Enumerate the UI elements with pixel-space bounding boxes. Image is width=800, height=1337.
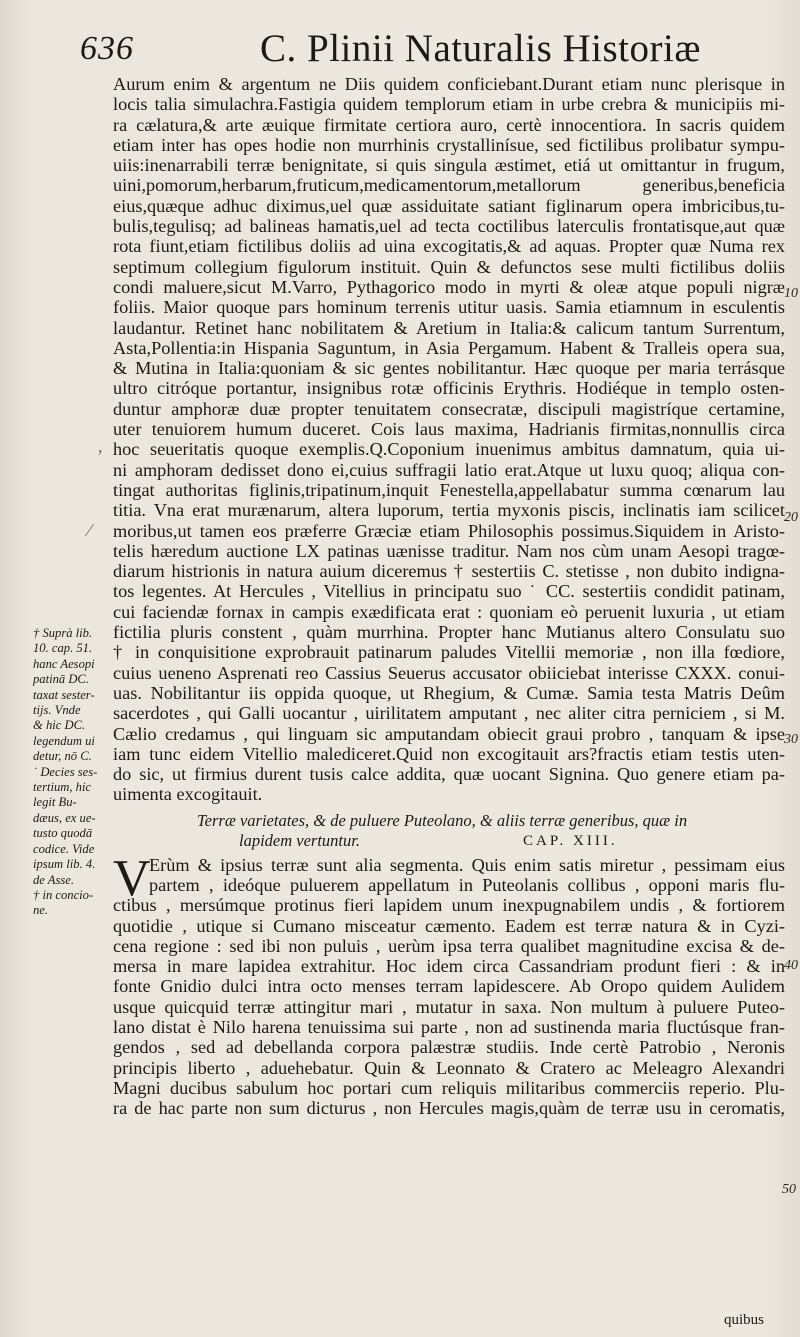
marginal-note-line: 10. cap. 51. bbox=[33, 641, 93, 656]
text-line: usque quicquid terræ attingitur mari , mutatur in saxa. Non multum à puluere Puteo- bbox=[113, 996, 785, 1017]
marginal-note-line: legendum ui bbox=[33, 733, 95, 748]
drop-capital: V bbox=[113, 849, 151, 907]
text-line: cui faciendæ fornax in campis exædificata erat : quoniam eò peruenit luxuria , ut etiam bbox=[113, 601, 785, 622]
section-paragraph bbox=[113, 895, 785, 1118]
marginal-note-line: ne. bbox=[33, 903, 49, 918]
marginal-note-line: dæus, ex ue- bbox=[33, 810, 96, 825]
text-line: Magni ducibus sabulum hoc portari cum reliquis militaribus commerciis reperio. Plu- bbox=[113, 1077, 785, 1098]
text-line: rota fiunt,etiam fictilibus doliis ad uina excogitatis,& ad aquas. Propter quæ Numa rex bbox=[113, 236, 785, 257]
text-line: bulis,tegulisq; ad balineas hamatis,uel ad tecta coctilibus laterculis frontatisque,aut quæ bbox=[113, 216, 785, 237]
marginal-note-line: tijs. Vnde bbox=[33, 703, 81, 718]
marginal-note-line: codice. Vide bbox=[33, 841, 95, 856]
text-line: Asta,Pollentia:in Hispania Saguntum, in Asia Pergamum. Habent & Tralleis opera sua, bbox=[113, 337, 785, 358]
text-line: uimenta excogitauit. bbox=[113, 784, 263, 805]
line-number: 30 bbox=[784, 732, 798, 747]
text-line: & Mutina in Italia:quoniam & sic gentes nobilitantur. Hæc quoque per maria terrásque bbox=[113, 358, 785, 379]
marginal-note-line: detur, nō C. bbox=[33, 749, 92, 764]
text-line: ctibus , mersúmque protinus fieri lapidem unum inexpugnabilem undis , & fortiorem bbox=[113, 895, 785, 916]
marginal-note-line: tusto quodā bbox=[33, 826, 93, 841]
text-line: uter tenuiorem humum duceret. Cois laus maxima, Hadrianis firmitas,nonnullis circa bbox=[113, 419, 785, 440]
text-line: telis hæredum auctione LX patinas uænisse traditur. Nam nos cùm unam Aesopi tragœ- bbox=[113, 540, 785, 561]
section-title-end: lapidem vertuntur. bbox=[239, 830, 360, 850]
text-line: mersa in mare lapidea extrahitur. Hoc idem circa Cassandriam produnt fieri : & in bbox=[113, 956, 785, 977]
ink-mark: , bbox=[98, 436, 103, 456]
text-line: titia. Vna erat murænarum, altera luporum, tertia myxonis piscis, inclinatis iam scilicet bbox=[113, 500, 785, 521]
line-number: 20 bbox=[784, 510, 798, 525]
text-line: moribus,ut tamen eos præferre Græciæ etiam Philosophis possimus.Siquidem in Aristo- bbox=[113, 520, 785, 541]
marginal-note-line: patinā DC. bbox=[33, 672, 89, 687]
marginal-note-line: taxat sester- bbox=[33, 687, 95, 702]
text-line: Cælio credamus , qui linguam sic amputandam obiecit graui probro , tanquam & ipse bbox=[113, 723, 785, 744]
text-line: tos legentes. At Hercules , Vitellius in principatu suo ˙ CC. sestertiis condidit patinam, bbox=[113, 581, 785, 602]
text-line: lano distat è Nilo harena tenuissima sui parte , non ad sustinenda maria fluctúsque fran- bbox=[113, 1017, 785, 1038]
text-line: septimum collegium figulorum instituit. Quin & defunctos sese multi fictilibus doliis bbox=[113, 256, 785, 277]
text-line: Aurum enim & argentum ne Diis quidem conficiebant.Durant etiam nunc plerisque in bbox=[113, 74, 785, 94]
marginal-note-line: † in concio- bbox=[33, 887, 94, 902]
text-line: iam tunc eidem Vitellio malediceret.Quid non excogitauit ars?fractis etiam testis uten- bbox=[113, 743, 785, 764]
text-line: ultro citróque portantur, insignibus rotæ officinis Erythris. Hodiéque in templo osten- bbox=[113, 378, 785, 399]
marginal-note-line: legit Bu- bbox=[33, 795, 77, 810]
text-line: cuius ueneno Asprenati reo Cassius Seuerus accusator obiiciebat interisse CXXX. conui- bbox=[113, 662, 785, 683]
text-line: ra de hac parte non sum dicturus , non Hercules magis,quàm de terræ usu in ceromatis, bbox=[113, 1098, 785, 1119]
text-line: eius,quæque adhuc diximus,uel quæ assiduitate satiant figlinarum opera imbricibus,tu- bbox=[113, 195, 785, 216]
text-line: quotidie , utique si Cumano misceatur cæmento. Eadem est terræ natura & in Cyzi- bbox=[113, 915, 785, 936]
text-line: tingat authoritas figlinis,tripatinum,inquit Fenestella,appellabatur summa cœnarum lau bbox=[113, 479, 785, 500]
text-line: uiis:inenarrabili terræ benignitate, si quis singula æstimet, etiá ut omittantur in frugum, bbox=[113, 155, 785, 176]
section-title: Terræ varietates, & de puluere Puteolano, & aliis terræ generibus, quæ in bbox=[197, 810, 688, 830]
text-line: laudantur. Retinet hanc nobilitatem & Aretium in Italia:& calicum tantum Surrentum, bbox=[113, 317, 785, 338]
text-line: principis liberto , aduehebatur. Quin & Leonnato & Cratero ac Meleagro Alexandri bbox=[113, 1057, 785, 1078]
marginal-note-line: de Asse. bbox=[33, 872, 75, 887]
marginal-note-line: ipsum lib. 4. bbox=[33, 857, 96, 872]
page-number: 636 bbox=[80, 30, 134, 67]
line-number: 40 bbox=[784, 958, 798, 973]
text-line: Erùm & ipsius terræ sunt alia segmenta. Quis enim satis miretur , pessimam eius bbox=[149, 854, 785, 875]
text-line: fonte Gnidio dulci intra octo menses terram lapidescere. Ab Oropo quidem Aulidem bbox=[113, 976, 785, 997]
text-line: diarum histrionis in natura auium diceremus † sestertiis C. stetisse , non dubito indigna- bbox=[113, 561, 785, 582]
running-title: C. Plinii Naturalis Historiæ bbox=[260, 27, 701, 70]
marginal-note-line: ˙ Decies ses- bbox=[33, 764, 98, 779]
text-line: hoc seueritatis quoque exemplis.Q.Coponium inuenimus ambitus damnatum, quia ui- bbox=[113, 439, 785, 460]
marginal-note-line: hanc Aesopi bbox=[33, 656, 95, 671]
main-text bbox=[113, 74, 785, 1119]
body-paragraph bbox=[113, 74, 785, 805]
text-line: cena regione : sed ibi non puluis , uerùm ipsa terra qualibet magnitudine excisa & de- bbox=[113, 935, 785, 956]
text-line: fictilia pluris constent , quàm murrhina. Propter hanc Mutianus altero Consulatu suo bbox=[113, 622, 785, 643]
text-line: foliis. Maior quoque pars hominum terrenis utitur uasis. Samia etiamnum in esculentis bbox=[113, 297, 785, 318]
text-line: sacerdotes , qui Galli uocantur , uirilitatem amputant , nec aliter citra perniciem , si M. bbox=[113, 703, 785, 724]
text-line: partem , ideóque puluerem appellatum in Puteolanis collibus , opponi maris flu- bbox=[149, 874, 785, 895]
text-line: uas. Nobilitantur iis oppida quoque, ut Rhegium, & Cumæ. Samia testa Matris Deûm bbox=[113, 682, 785, 703]
text-line: duntur amphoræ duæ propter tenuitatem consecratæ, discipuli magistríque certamine, bbox=[113, 398, 785, 419]
text-line: etiam inter has opes hodie non murrhinis crystallinísue, sed fictilibus prolibatur sympu- bbox=[113, 134, 785, 155]
text-line: ra cælatura,& arte æuique firmitate certiora auro, certè innocentiora. In sacris quidem bbox=[113, 114, 785, 135]
text-line: gendos , sed ad debellanda corpora palæstræ studiis. Inde certè Patrobio , Neronis bbox=[113, 1037, 785, 1058]
text-line: condi maluere,sicut M.Varro, Pythagorico modo in myrti & oleæ atque populi nigræ bbox=[113, 276, 785, 297]
marginal-note-line: tertium, hic bbox=[33, 780, 92, 795]
marginal-note-line: † Suprà lib. bbox=[33, 626, 93, 640]
ink-mark: ⁄ bbox=[88, 520, 92, 540]
text-line: locis talia simulachra.Fastigia quidem templorum etiam in urbe crebra & municipiis mi- bbox=[113, 94, 785, 115]
marginal-note bbox=[33, 626, 111, 919]
marginal-note-line: & hic DC. bbox=[33, 718, 86, 733]
line-number: 50 bbox=[782, 1182, 796, 1197]
page-header bbox=[0, 22, 800, 72]
section-title-second-line bbox=[113, 831, 785, 855]
text-line: ni amphoram dedisset dono ei,cuius suffragii latio erat.Atque ut luxu quoq; aliqua con- bbox=[113, 459, 785, 480]
catchword: quibus bbox=[724, 1312, 765, 1328]
line-number: 10 bbox=[784, 286, 798, 301]
text-line: uini,pomorum,herbarum,fruticum,medicamentorum,metallorum generibus,beneficia bbox=[113, 175, 785, 196]
text-line: † in conquisitione exprobrauit patinarum paludes Vitellii memoriæ , non illa fœdiore, bbox=[113, 642, 785, 663]
chapter-heading: CAP. XIII. bbox=[523, 832, 618, 849]
text-line: do sic, ut firmius durent tusis calce addita, quæ uocant Signina. Quo genere etiam pa- bbox=[113, 764, 785, 785]
